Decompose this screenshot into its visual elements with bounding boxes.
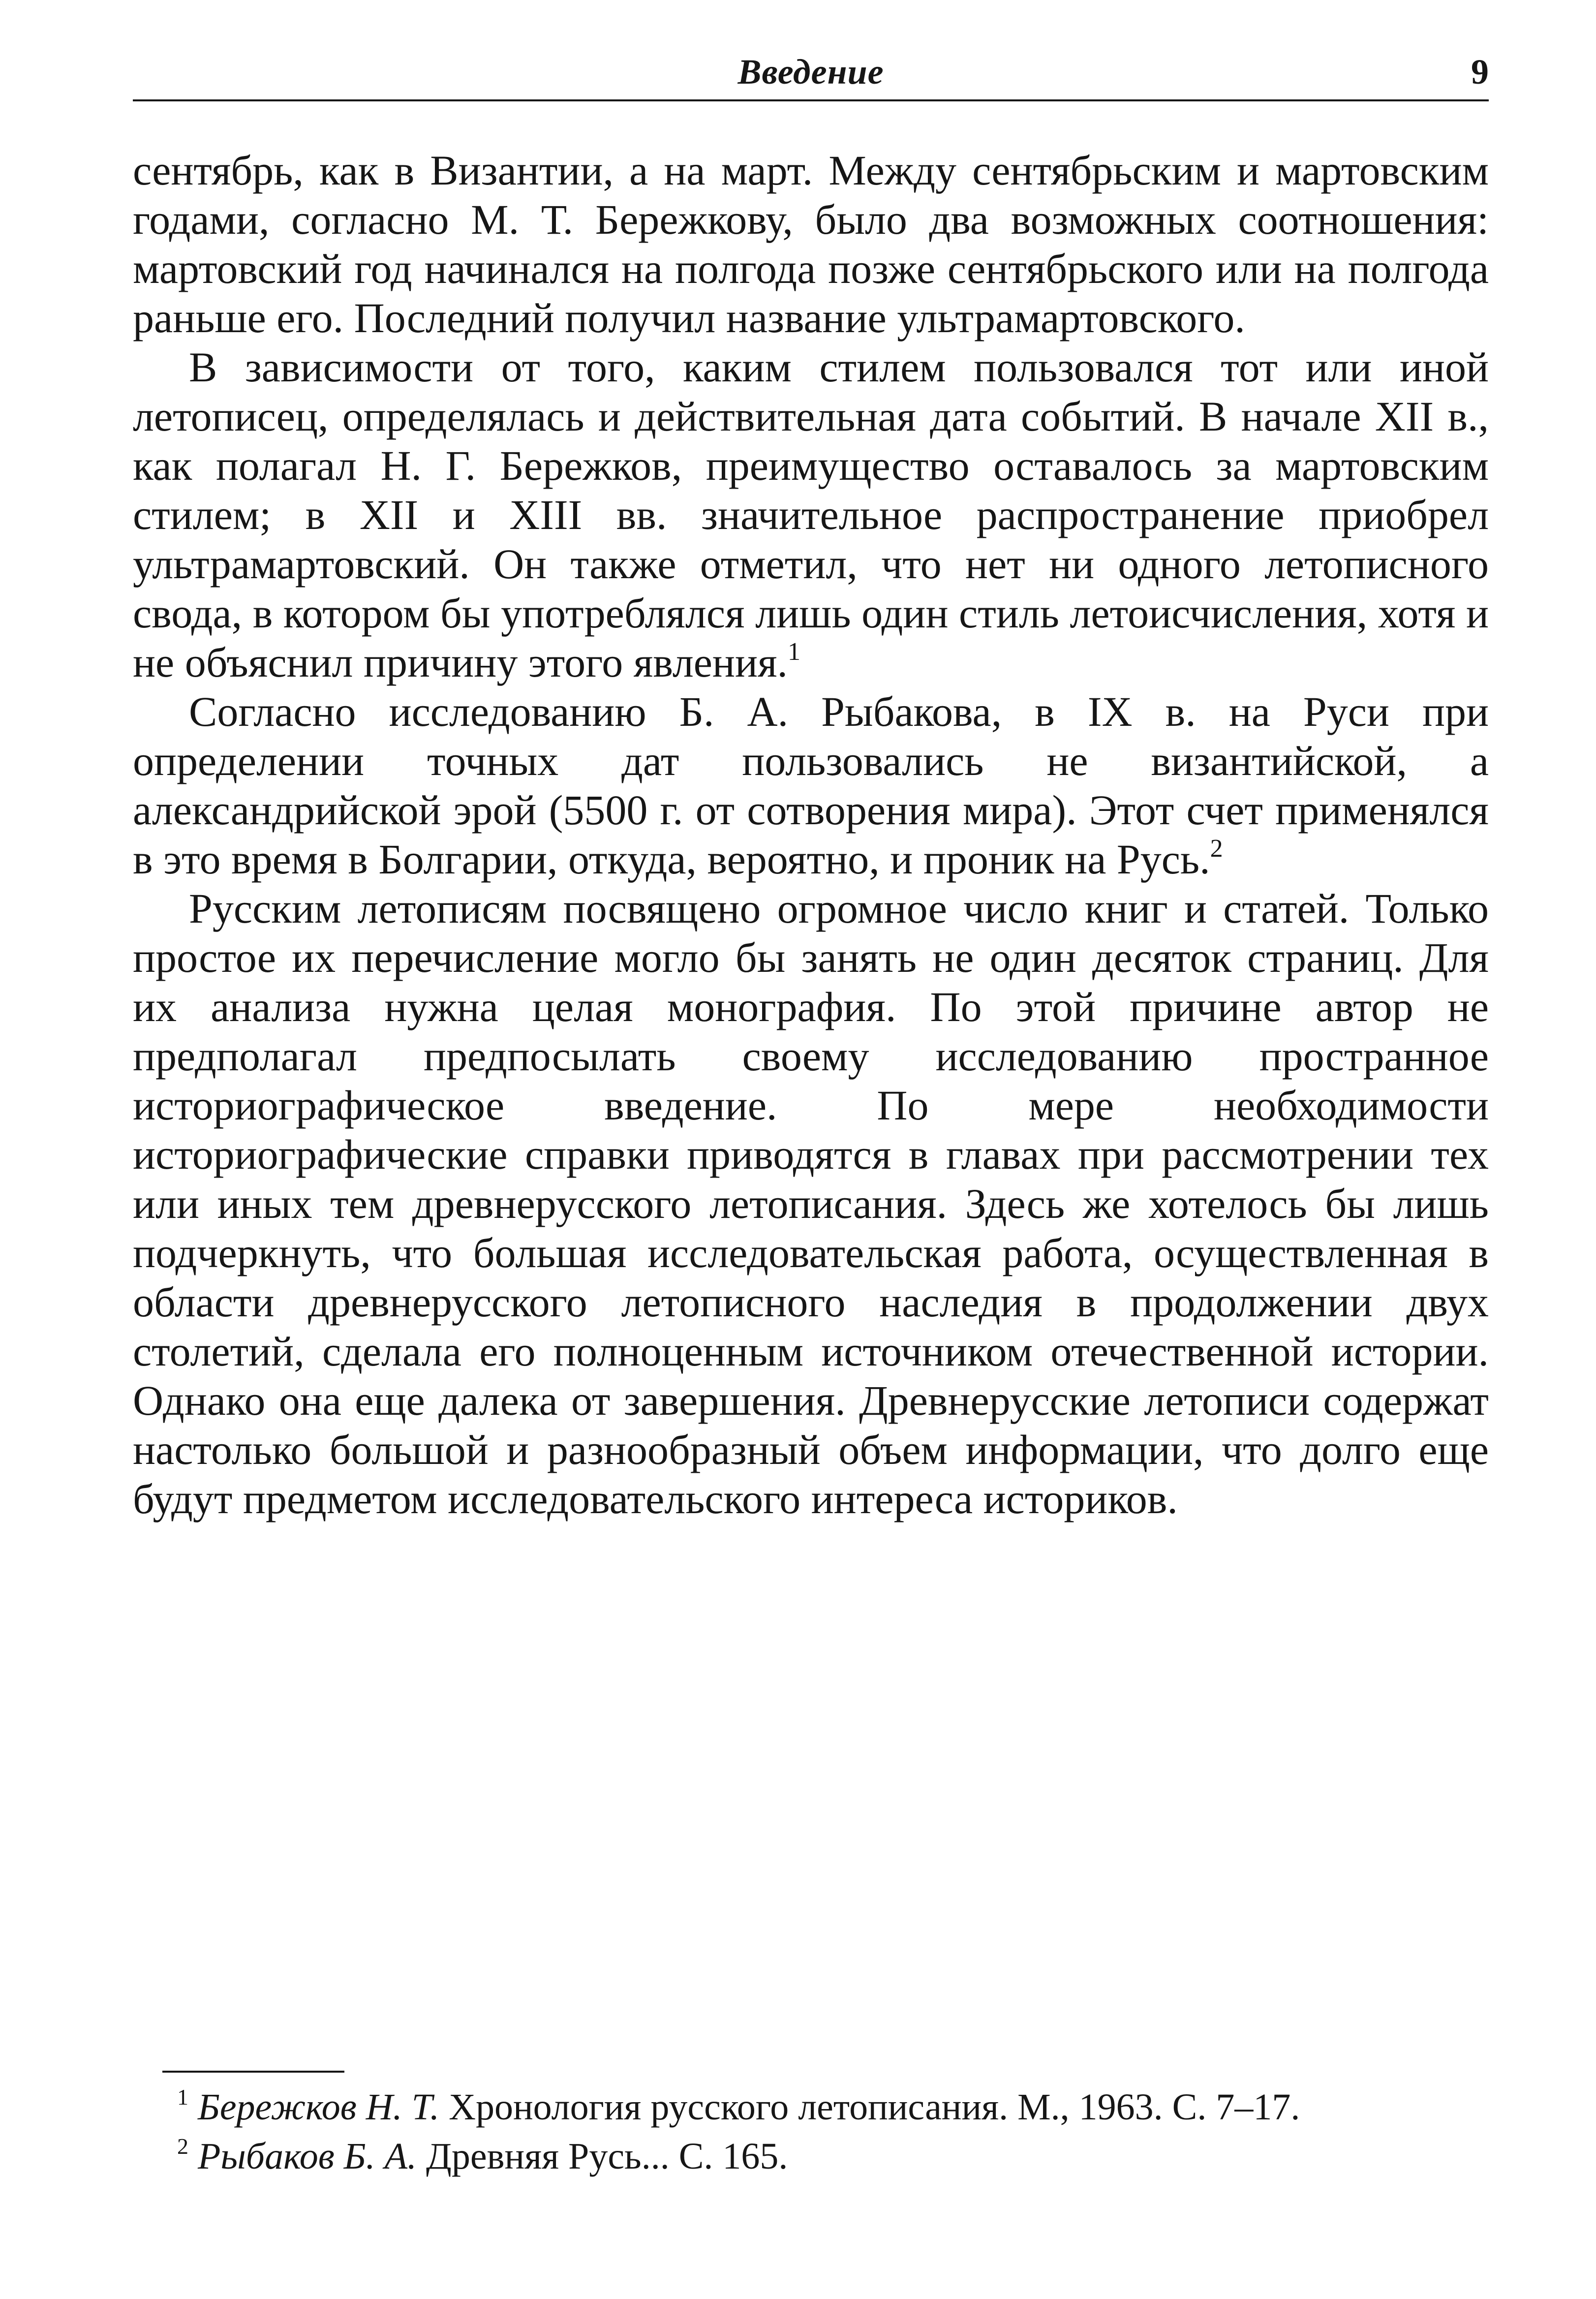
footnote — [133, 2132, 1489, 2181]
paragraph: Согласно исследованию Б. А. Рыбакова, в IX в. на Руси при определении точных дат пользовались не византийской, а александрийской эрой (5500 г. от сотворения мира). Этот счет применялся в это время в Болгарии, откуда, вероятно, и проник на Русь.$^2$ — [133, 688, 1489, 883]
footnote-text: Древняя Русь... С. 165. — [426, 2136, 788, 2177]
header-rule — [133, 99, 1489, 101]
paragraph: Русским летописям посвящено огромное число книг и статей. Только простое их перечисление могло бы занять не один десяток страниц. Для их анализа нужна целая монография. По этой причине автор не предполагал предпосылать своему исследованию пространное историографическое введение. По мере необходимости историографические справки приводятся в главах при рассмотрении тех или иных тем древнерусского летописания. Здесь же хотелось бы лишь подчеркнуть, что большая исследовательская работа, осуществленная в области древнерусского летописного наследия в продолжении двух столетий, сделала его полноценным источником отечественной истории. Однако она еще далека от завершения. Древнерусские летописи содержат настолько большой и разнообразный объем информации, что долго еще будут предметом исследовательского интереса историков. — [133, 885, 1489, 1522]
footnote-ref[interactable]: 2 — [1210, 835, 1223, 863]
running-title: Введение — [737, 52, 884, 92]
footnotes — [133, 2082, 1489, 2181]
footnote-author: Рыбаков Б. А. — [198, 2136, 417, 2177]
footnote-author: Бережков Н. Т. — [198, 2086, 440, 2128]
paragraph: сентябрь, как в Византии, а на март. Между сентябрьским и мартовским годами, согласно М. Т. Бережкову, было два возможных соотношения: мартовский год начинался на полгода позже сентябрьского или на полгода раньше его. Последний получил название ультрамартовского. — [133, 147, 1489, 342]
footnote-rule — [162, 2071, 344, 2073]
running-head — [133, 47, 1489, 101]
page-number: 9 — [1471, 52, 1489, 92]
footnote-number: 2 — [177, 2134, 188, 2159]
body-text — [133, 146, 1489, 1523]
footnote — [133, 2082, 1489, 2132]
footnote-number: 1 — [177, 2084, 188, 2110]
footnote-ref[interactable]: 1 — [788, 638, 801, 666]
paragraph: В зависимости от того, каким стилем пользовался тот или иной летописец, определялась и действительная дата событий. В начале XII в., как полагал Н. Г. Бережков, преимущество оставалось за мартовским стилем; в XII и XIII вв. значительное распространение приобрел ультрамартовский. Он также отметил, что нет ни одного летописного свода, в котором бы употреблялся лишь один стиль летоисчисления, хотя и не объяснил причину этого явления.$^1$ — [133, 343, 1489, 686]
footnote-text: Хронология русского летописания. М., 1963. С. 7–17. — [449, 2086, 1300, 2128]
